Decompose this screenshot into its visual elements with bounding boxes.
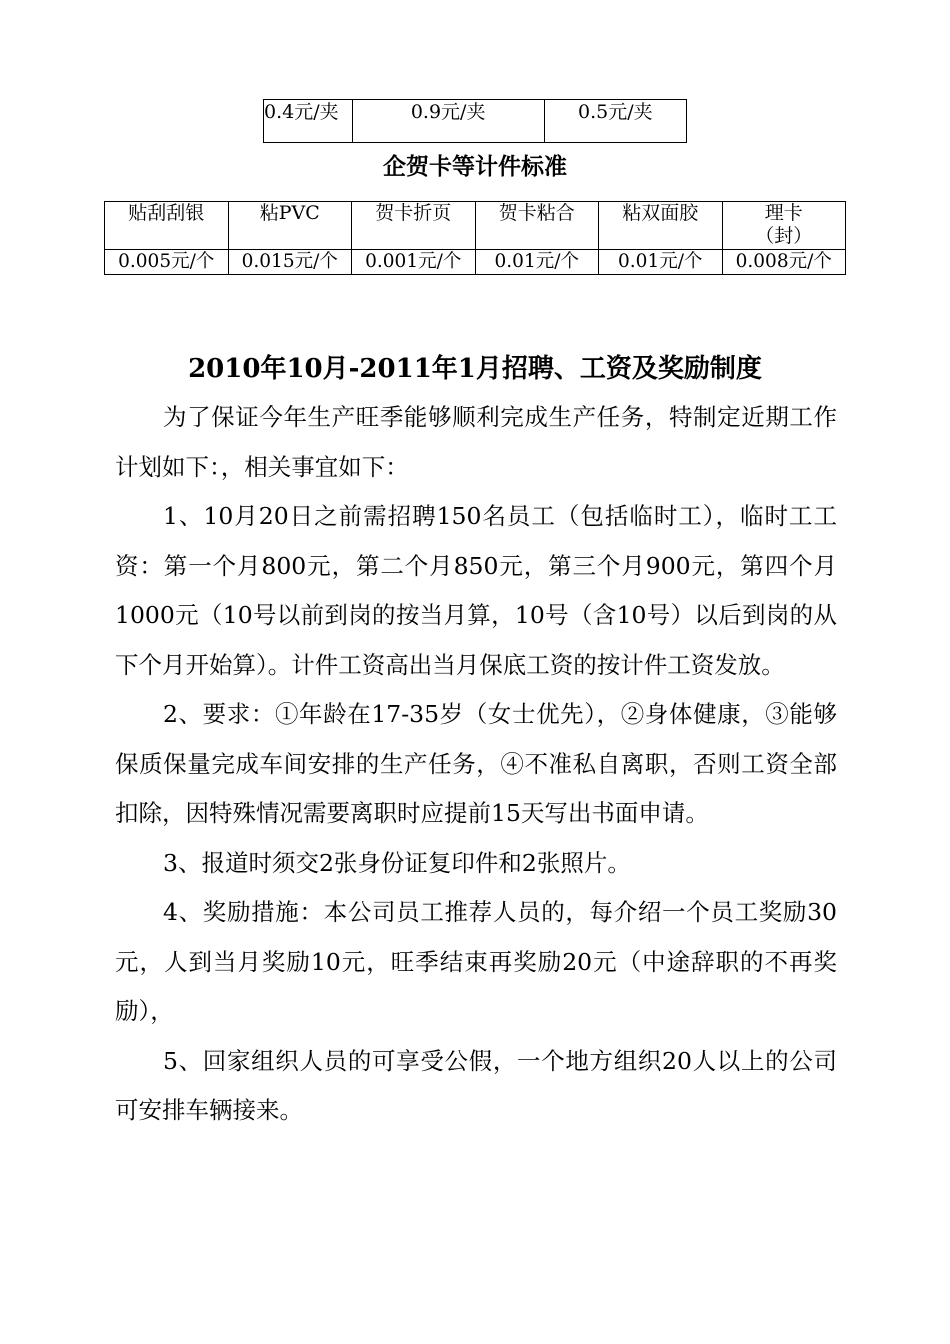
policy-body: [115, 393, 837, 1136]
column-header: 贺卡折页: [352, 202, 476, 250]
column-header: 粘PVC: [228, 202, 352, 250]
requirements-paragraph: 2、要求：①年龄在17-35岁（女士优先），②身体健康，③能够保质保量完成车间安排的生产任务，④不准私自离职，否则工资全部扣除，因特殊情况需要离职时应提前15天写出书面申请。: [115, 700, 837, 827]
table-header-row: [105, 202, 846, 250]
table-cell: 0.008元/个: [722, 250, 846, 275]
intro-paragraph: 为了保证今年生产旺季能够顺利完成生产任务，特制定近期工作计划如下：，相关事宜如下：: [115, 403, 837, 481]
card-piece-rate-table: [104, 201, 846, 275]
table-row: [264, 100, 687, 143]
transport-paragraph: 5、回家组织人员的可享受公假，一个地方组织20人以上的公司可安排车辆接来。: [115, 1046, 837, 1124]
column-header: 贴刮刮银: [105, 202, 229, 250]
documents-paragraph: 3、报道时须交2张身份证复印件和2张照片。: [163, 848, 631, 877]
rate-cell: 0.4元/夹: [264, 100, 353, 143]
recruitment-paragraph: 1、10月20日之前需招聘150名员工（包括临时工），临时工工资：第一个月800元，第二个月850元，第三个月900元，第四个月1000元（10号以前到岗的按当月算，10号（含10号）以后到岗的从下个月开始算）。计件工资高出当月保底工资的按计件工资发放。: [115, 502, 837, 679]
table-cell: 0.001元/个: [352, 250, 476, 275]
reward-paragraph: 4、奖励措施：本公司员工推荐人员的，每介绍一个员工奖励30元，人到当月奖励10元，旺季结束再奖励20元（中途辞职的不再奖励），: [115, 898, 837, 1025]
table-cell: 0.01元/个: [599, 250, 723, 275]
column-header: 粘双面胶: [599, 202, 723, 250]
piece-rate-table-top: [263, 99, 687, 143]
column-header: 理卡 （封）: [722, 202, 846, 250]
policy-title: 2010年10月-2011年1月招聘、工资及奖励制度: [188, 354, 762, 384]
table-row: [105, 250, 846, 275]
section-title: 企贺卡等计件标准: [383, 153, 567, 180]
column-header: 贺卡粘合: [475, 202, 599, 250]
table-cell: 0.005元/个: [105, 250, 229, 275]
table-cell: 0.015元/个: [228, 250, 352, 275]
rate-cell: 0.5元/夹: [544, 100, 686, 143]
rate-cell: 0.9元/夹: [352, 100, 544, 143]
table-cell: 0.01元/个: [475, 250, 599, 275]
